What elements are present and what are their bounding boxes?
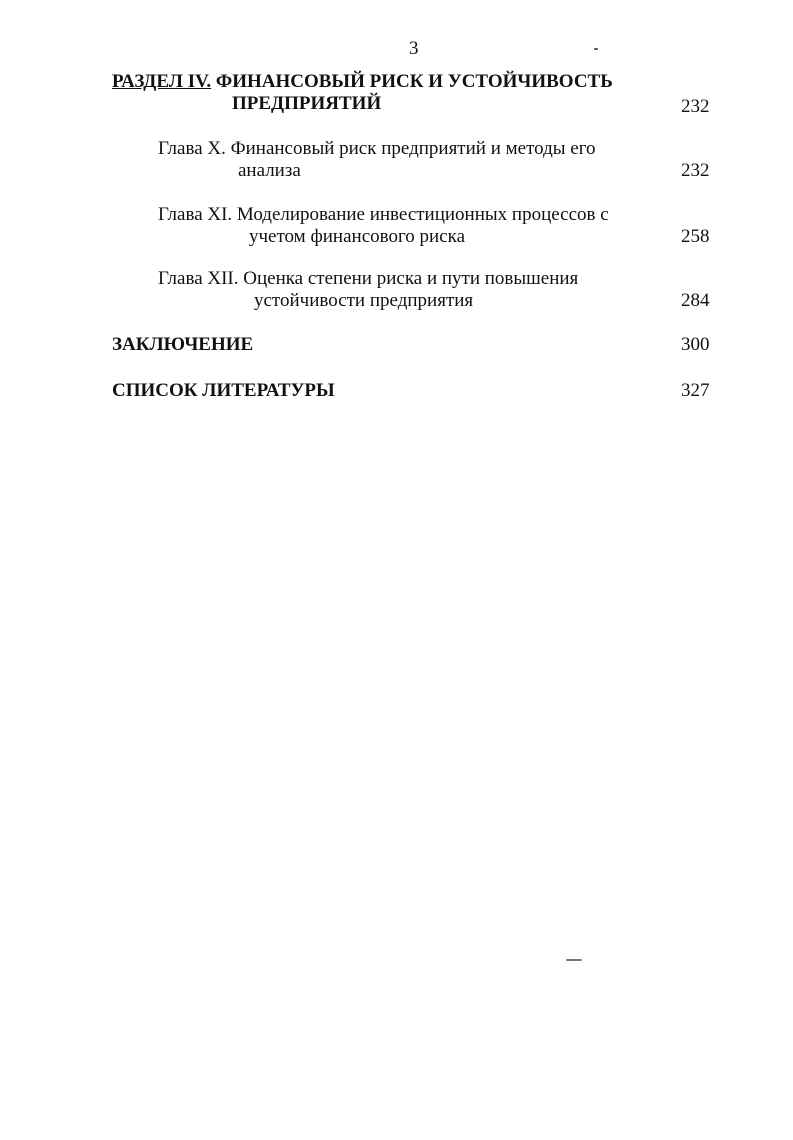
section-prefix: РАЗДЕЛ IV. <box>112 71 212 92</box>
conclusion-page-ref: 300 <box>681 334 710 355</box>
section-heading-line1 <box>112 71 613 93</box>
section-title: ФИНАНСОВЫЙ РИСК И УСТОЙЧИВОСТЬ <box>215 71 613 92</box>
chapter-page-ref: 232 <box>681 160 710 181</box>
chapter-page-ref: 284 <box>681 290 710 311</box>
chapter-title-line1: Глава XI. Моделирование инвестиционных процессов с <box>158 204 609 225</box>
conclusion-title: ЗАКЛЮЧЕНИЕ <box>112 334 254 355</box>
scan-speck <box>594 48 598 50</box>
chapter-title-line1: Глава X. Финансовый риск предприятий и методы его <box>158 138 596 159</box>
page-number: 3 <box>409 38 419 59</box>
chapter-title-line2: учетом финансового риска <box>249 226 466 247</box>
references-title: СПИСОК ЛИТЕРАТУРЫ <box>112 380 335 401</box>
chapter-title-line2: устойчивости предприятия <box>254 290 474 311</box>
section-title-line2: ПРЕДПРИЯТИЙ <box>232 93 382 114</box>
chapter-title-line1: Глава XII. Оценка степени риска и пути повышения <box>158 268 579 289</box>
references-page-ref: 327 <box>681 380 710 401</box>
scan-speck <box>566 959 582 961</box>
section-page-ref: 232 <box>681 96 710 117</box>
chapter-page-ref: 258 <box>681 226 710 247</box>
chapter-title-line2: анализа <box>238 160 301 181</box>
